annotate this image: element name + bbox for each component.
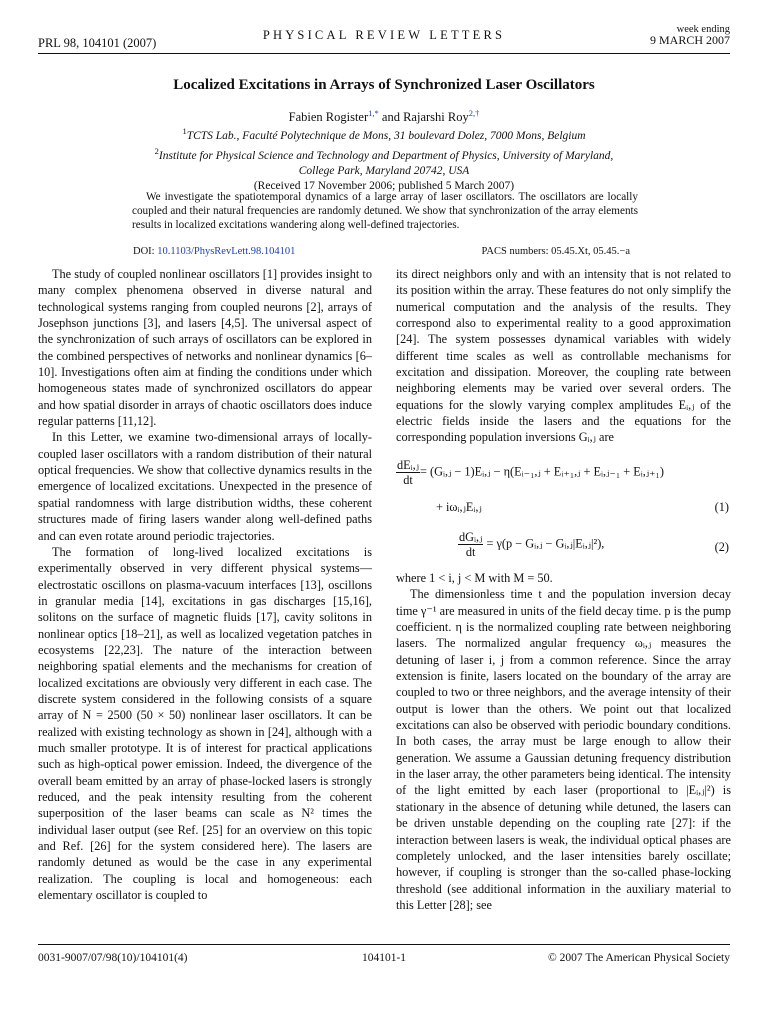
pacs-numbers: 05.45.Xt, 05.45.−a [551,246,630,257]
equation-2-fraction [458,530,483,559]
equation-1-fraction [396,458,420,487]
affiliation-1-text: TCTS Lab., Faculté Polytechnique de Mons, 31 boulevard Dolez, 7000 Mons, Belgium [186,129,586,142]
affiliation-2-address: College Park, Maryland 20742, USA [298,165,470,178]
author-conjunction: and [378,110,404,125]
paragraph: its direct neighbors only and with an intensity that is not related to its position within the array. These features do not only simplify the numerical computation and the analysis of the results. They correspond also to experimental reality to a good approximation [24]. The system possesses dynamical variables with widely different time scales as well as controllable mechanisms for excitation and dissipation. Moreover, the coupling rate between neighboring elements may be varied over several orders. The equations for the slowly varying complex amplitudes Eᵢ,ⱼ of the electric fields inside the lasers and the equations for the corresponding population inversions Gᵢ,ⱼ are [396,267,731,445]
affiliation-1 [0,124,768,144]
equation-1 [396,458,731,518]
affiliation-2-text: Institute for Physical Science and Technology and Department of Physics, University of Maryland, [158,149,614,162]
week-ending-date: 9 MARCH 2007 [649,33,730,47]
equation-1-number: (1) [714,500,729,514]
author-1: Fabien Rogister [288,110,369,125]
equation-1-line-2: + iωᵢ,ⱼEᵢ,ⱼ [436,500,482,514]
doi-line [133,246,295,257]
header-rule [38,53,730,54]
equation-2-rhs: = γ(p − Gᵢ,ⱼ − Gᵢ,ⱼ|Eᵢ,ⱼ|²), [486,536,605,551]
author-1-footnote-link[interactable]: 1,* [368,108,379,118]
received-date: (Received 17 November 2006; published 5 March 2007) [253,180,515,193]
abstract: We investigate the spatiotemporal dynamics of a large array of laser oscillators. The oscillators are locally coupled and their natural frequencies are randomly detuned. We show that synchronization of the array elements results in localized excitations wandering along well-defined trajectories. [132,191,638,231]
equation-2 [396,530,731,566]
equation-2-number: (2) [714,540,729,554]
paragraph: The formation of long-lived localized excitations is experimentally observed in very different physical systems—electrostatic oscillons on plasma-vacuum interfaces [13], oscillons in granular media [14], excitations in gas discharges [15,16], solitons on the surface of magnetic fluids [17], cavity solitons in nonlinear optics [18–21], as well as localized vegetation patches in ecosystems [22,23]. The nature of the interaction between neighboring spatial elements and the mechanisms for creation of localized excitations are obviously very different in each case. The discrete system considered in the following consists of a square array of N = 2500 (50 × 50) nonlinear laser oscillators. It can be realized with existing technology as shown in [24], although with a much smaller prototype. It is of interest for practical applications such as high-optical power emission. Indeed, the divergence of the overall beam emitted by an array of phase-locked lasers is strongly reduced, and the peak intensity resulting from the coherent superposition of the laser beams can scale as N² times the individual laser output (see Ref. [25] for an overview on this topic and Ref. [26] for the system considered here). The lasers are randomly detuned as would be the case in any experimental realization. The coupling is local and homogeneous: each elementary oscillator is coupled to [38,544,372,903]
left-column [38,266,372,903]
fraction-denominator: dt [403,473,413,487]
doi-label: DOI: [133,246,158,257]
journal-name: PHYSICAL REVIEW LETTERS [262,28,506,42]
equation-1-line-1 [396,458,664,487]
footer-issn: 0031-9007/07/98(10)/104101(4) [38,952,188,964]
doi-link[interactable]: 10.1103/PhysRevLett.98.104101 [157,246,296,257]
pacs-label: PACS numbers: [481,246,552,257]
right-column-top [396,266,731,446]
paragraph: In this Letter, we examine two-dimensional arrays of locally-coupled laser oscillators with a random distribution of their natural optical frequencies. We show that collective dynamics results in the emergence of localized excitations. Unexpected in the presence of spatial randomness with large distribution widths, these coherent structures made of firing lasers wander along well-defined paths and can even rotate around periodic trajectories. [38,430,372,543]
where-clause: where 1 < i, j < M with M = 50. [396,571,553,585]
pacs-line [482,246,630,257]
copyright: © 2007 The American Physical Society [548,952,730,964]
author-2-footnote-link[interactable]: 2,† [468,108,480,118]
equation-2-body [458,530,604,559]
equation-1-rhs: = (Gᵢ,ⱼ − 1)Eᵢ,ⱼ − η(Eᵢ₋₁,ⱼ + Eᵢ₊₁,ⱼ + Eᵢ,ⱼ₋₁ + Eᵢ,ⱼ₊₁) [420,464,664,479]
fraction-numerator: dEᵢ,ⱼ [397,458,419,472]
fraction-numerator: dGᵢ,ⱼ [459,530,483,544]
paragraph: The dimensionless time t and the population inversion decay time γ⁻¹ are measured in units of the field decay time. p is the pump coefficient. η is the normalized coupling rate between neighboring lasers. The normalized angular frequency ωᵢ,ⱼ measures the detuning of laser i, j from a common reference. Since the array extension is finite, lasers located on the boundary of the array are coupled to two or three neighbors, and the average intensity of their output is lower than the others. We point out that localized excitations can also be observed with periodic boundary conditions. In both cases, the array must be large enough to allow their generation. We assume a Gaussian detuning frequency distribution in the laser array, the other parameters being identical. The intensity of the light emitted by each laser (proportional to |Eᵢ,ⱼ|²) is stationary in the absence of detuning while detuned, the lasers can be driven unstable depending on the coupling rate [27]: if the interaction between lasers is weak, the individual optical phases are completely unlocked, and the laser intensities barely oscillate; however, if coupling is stronger than the so-called phase-locking threshold (see additional information in the auxiliary material to this Letter [28]; see [396,587,731,912]
week-ending-label: week ending [676,24,730,35]
week-ending [650,24,730,46]
affiliation-2-mark: 2 [154,146,159,157]
affiliations [0,124,768,194]
author-list [0,108,768,125]
citation-header: PRL 98, 104101 (2007) [38,36,157,50]
affiliation-2-cont [0,164,768,179]
article-title: Localized Excitations in Arrays of Synchronized Laser Oscillators [173,77,595,93]
affiliation-2 [0,144,768,164]
paragraph: The study of coupled nonlinear oscillators [1] provides insight to many complex phenomena observed in diverse natural and technological systems ranging from coupled neurons [2], arrays of Josephson junctions [3], and lasers [4,5]. The universal aspect of the synchronization of such arrays of oscillators can be explored in the combined perspectives of networks and nonlinear dynamics [6–10]. Investigations often aim at finding the conditions under which homogeneous states made of synchronized oscillators do appear and how spatial disorder in arrays of chaotic oscillators does induce regular patterns [11,12]. [38,267,372,429]
footer-rule [38,944,730,945]
fraction-denominator: dt [465,545,476,559]
author-2: Rajarshi Roy [403,110,469,125]
right-column-bottom [396,570,731,913]
page-number: 104101-1 [361,952,407,964]
affiliation-1-mark: 1 [182,126,187,136]
